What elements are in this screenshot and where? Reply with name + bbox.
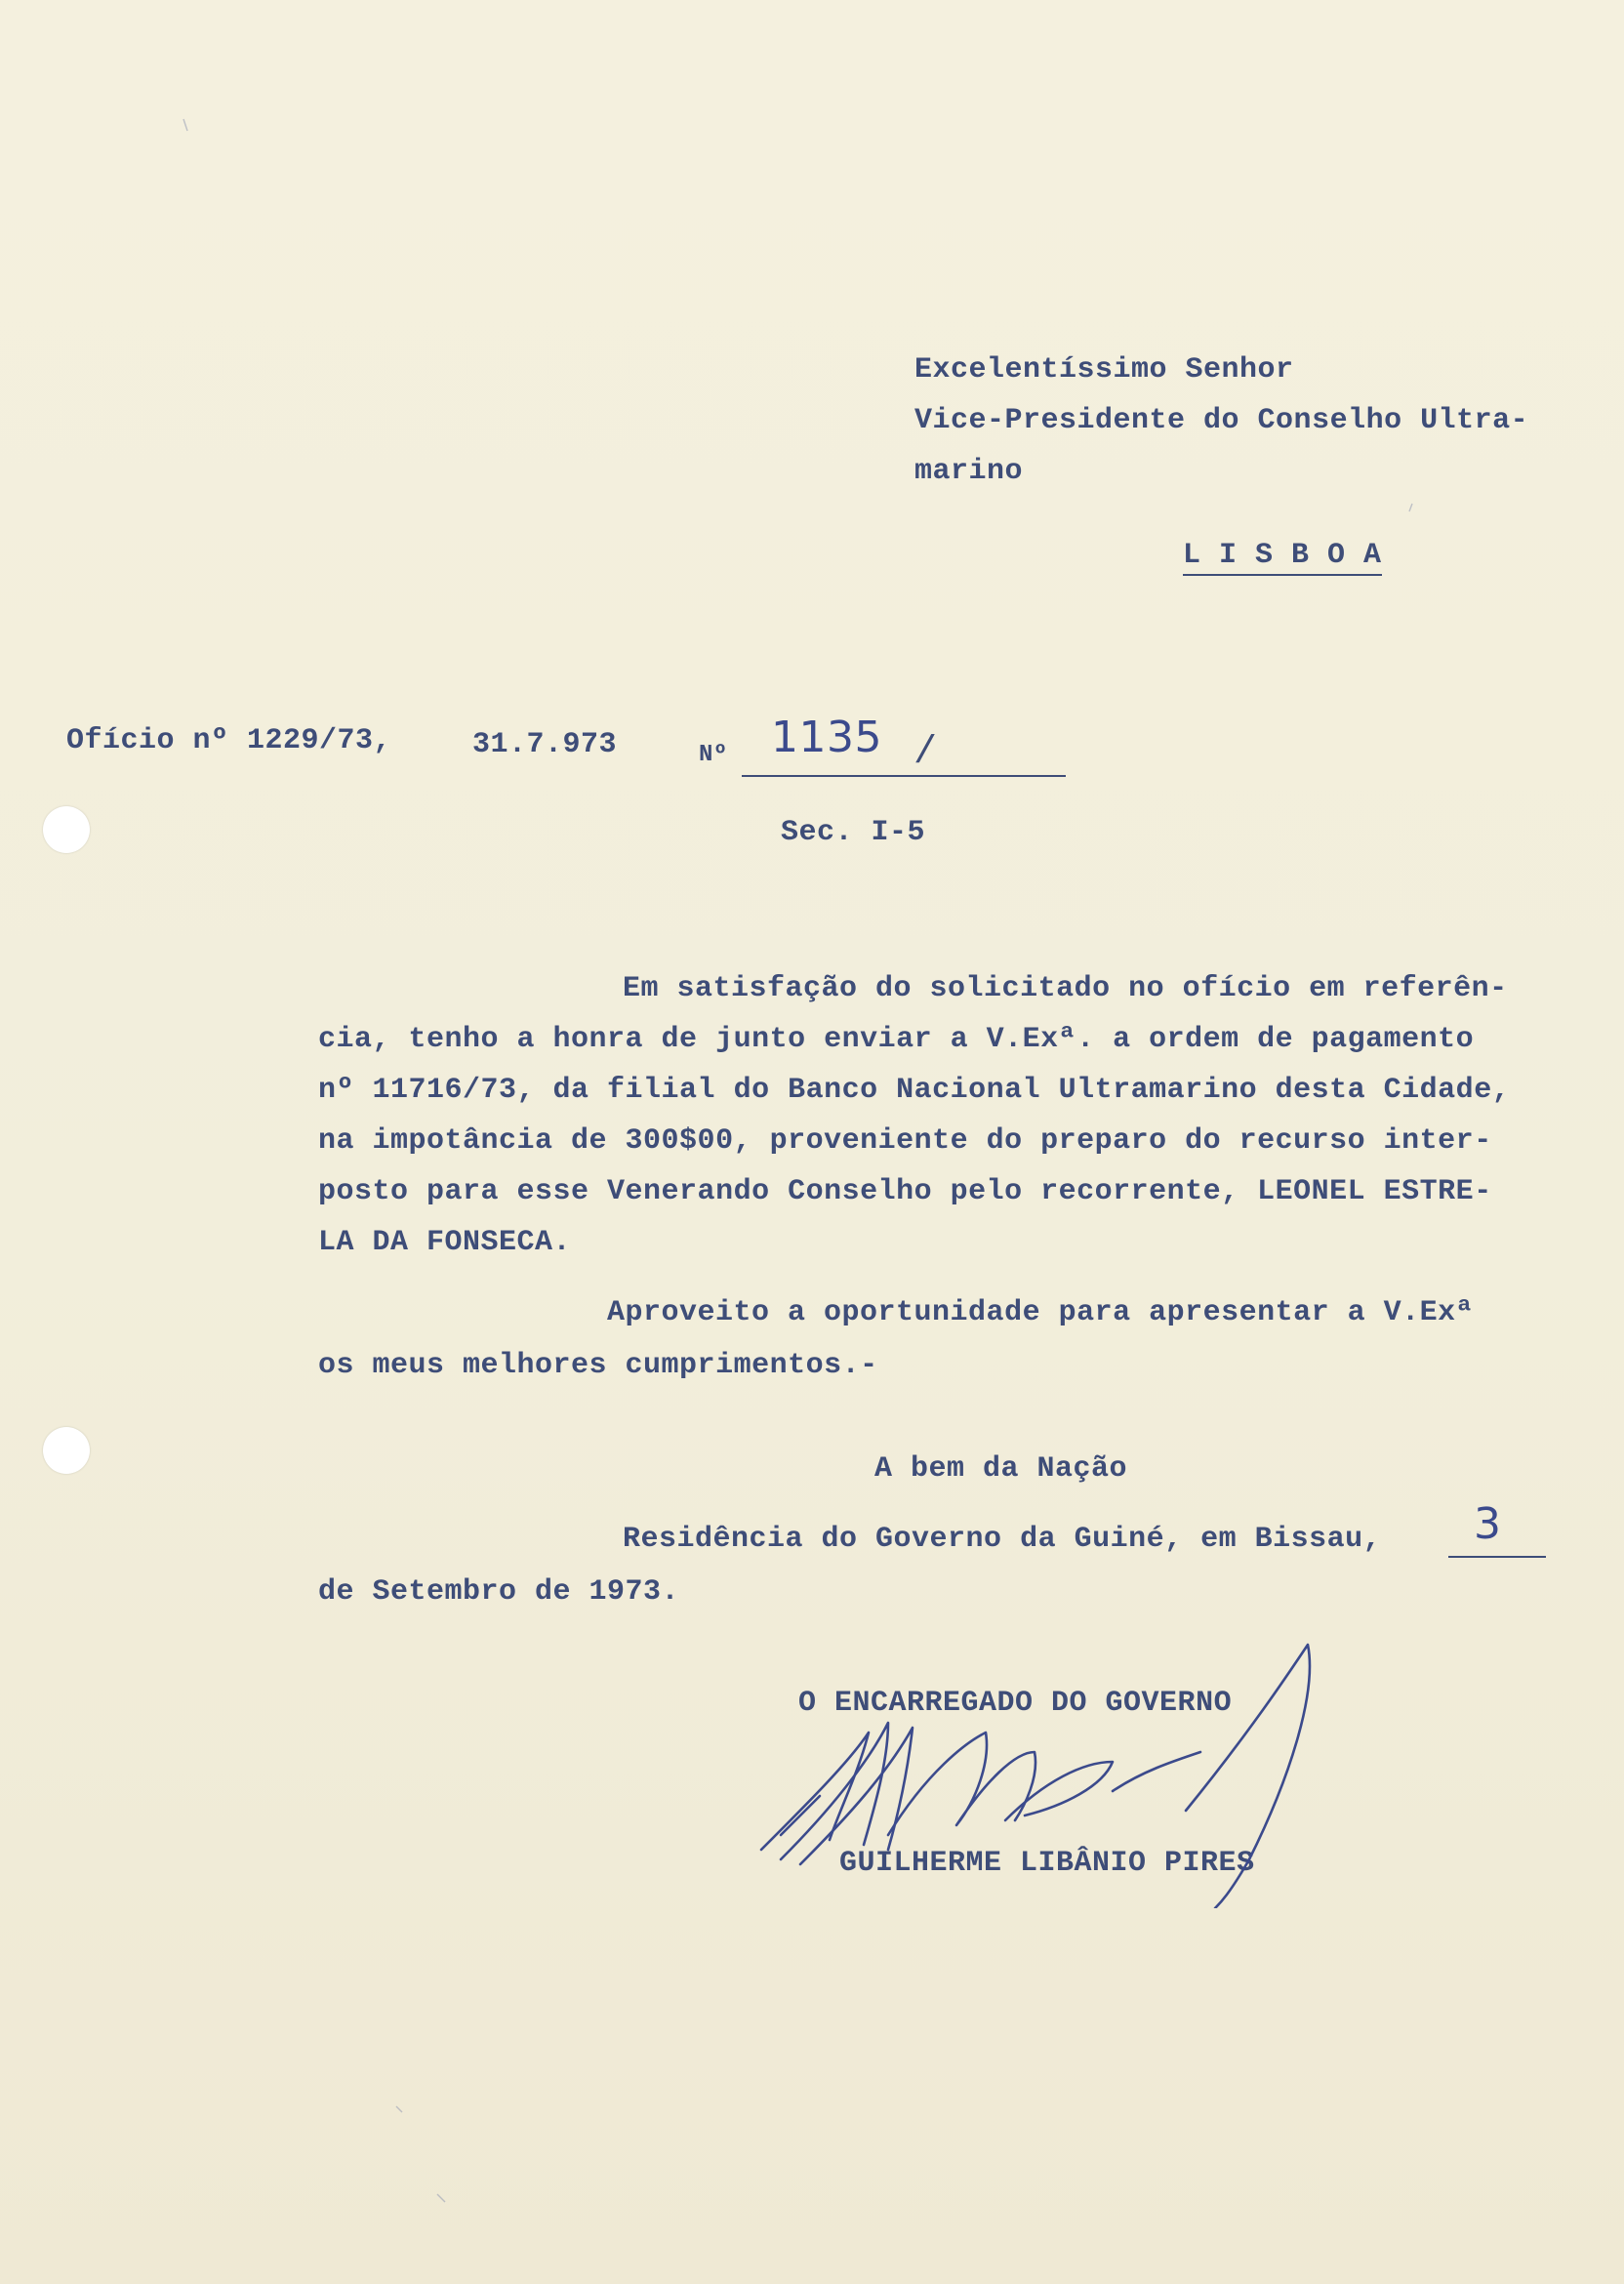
day-underline xyxy=(1448,1556,1546,1558)
handwritten-signature xyxy=(742,1615,1347,1908)
recipient-title-line2: marino xyxy=(914,455,1024,488)
body-p1-line5: posto para esse Venerando Conselho pelo recorrente, LEONEL ESTRE- xyxy=(318,1175,1492,1208)
closing-date: de Setembro de 1973. xyxy=(318,1575,680,1609)
body-p1-line6: LA DA FONSECA. xyxy=(318,1226,572,1259)
recipient-salutation: Excelentíssimo Senhor xyxy=(914,353,1294,387)
body-p1-line1: Em satisfação do solicitado no ofício em referên- xyxy=(623,972,1508,1005)
oficio-date: 31.7.973 xyxy=(472,728,618,761)
closing-motto: A bem da Nação xyxy=(874,1452,1128,1486)
closing-place: Residência do Governo da Guiné, em Bissau, xyxy=(623,1523,1382,1556)
number-value: 1135 xyxy=(771,713,882,762)
closing-day: 3 xyxy=(1474,1499,1502,1549)
number-slash: / xyxy=(914,731,938,775)
punch-hole-bottom xyxy=(43,1427,90,1474)
section-reference: Sec. I-5 xyxy=(781,816,926,849)
number-underline xyxy=(742,775,1066,777)
oficio-reference: Ofício nº 1229/73, xyxy=(66,724,392,757)
body-p2-line1: Aproveito a oportunidade para apresentar a V.Exª xyxy=(607,1296,1475,1329)
recipient-city: L I S B O A xyxy=(1183,541,1382,576)
number-label: Nº xyxy=(699,742,728,768)
body-p1-line4: na impotância de 300$00, proveniente do preparo do recurso inter- xyxy=(318,1124,1492,1158)
body-p1-line2: cia, tenho a honra de junto enviar a V.Exª. a ordem de pagamento xyxy=(318,1023,1475,1056)
body-p2-line2: os meus melhores cumprimentos.- xyxy=(318,1349,878,1382)
signatory-name: GUILHERME LIBÂNIO PIRES xyxy=(839,1847,1255,1880)
recipient-title-line1: Vice-Presidente do Conselho Ultra- xyxy=(914,404,1529,437)
punch-hole-top xyxy=(43,806,90,853)
signatory-role: O ENCARREGADO DO GOVERNO xyxy=(798,1687,1233,1720)
body-p1-line3: nº 11716/73, da filial do Banco Nacional Ultramarino desta Cidade, xyxy=(318,1074,1511,1107)
